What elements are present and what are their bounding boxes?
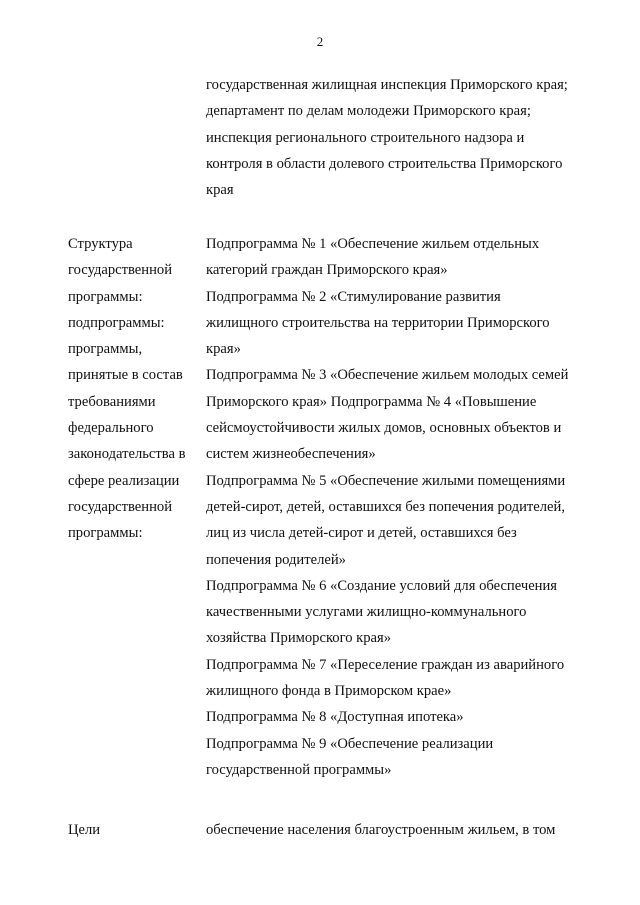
continuation-line: инспекция регионального строительного надзора и xyxy=(206,129,525,146)
structure-label-line: сфере реализации xyxy=(68,472,180,489)
structure-label xyxy=(68,231,185,547)
structure-value-line: качественными услугами жилищно-коммунального xyxy=(206,604,527,621)
continuation-line: контроля в области долевого строительства Приморского xyxy=(206,155,563,172)
structure-value-line: лиц из числа детей-сирот и детей, оставшихся без xyxy=(206,525,517,542)
structure-label-line: программы: xyxy=(68,525,143,542)
structure-label-line: требованиями xyxy=(68,393,156,410)
structure-label-line: программы, xyxy=(68,341,143,358)
structure-label-line: программы: xyxy=(68,288,143,305)
goals-label-line: Цели xyxy=(68,822,101,838)
continuation-line: края xyxy=(206,182,234,199)
structure-label-line: государственной xyxy=(68,498,173,515)
structure-label-line: принятые в состав xyxy=(68,367,183,384)
structure-value-line: Подпрограмма № 3 «Обеспечение жильем молодых семей xyxy=(206,367,569,384)
structure-value-line: Подпрограмма № 9 «Обеспечение реализации xyxy=(206,735,494,752)
structure-value-line: попечения родителей» xyxy=(206,551,346,568)
structure-value-line: Приморского края» Подпрограмма № 4 «Повышение xyxy=(206,393,537,410)
structure-value-line: сейсмоустойчивости жилых домов, основных объектов и xyxy=(206,420,562,437)
structure-label-line: государственной xyxy=(68,262,173,279)
structure-value-line: жилищного строительства на территории Приморского xyxy=(206,314,550,331)
structure-label-line: федерального xyxy=(68,420,154,437)
goals-value-block xyxy=(206,817,555,843)
structure-value-line: Подпрограмма № 2 «Стимулирование развития xyxy=(206,288,501,305)
structure-value-line: категорий граждан Приморского края» xyxy=(206,262,448,279)
structure-value-line: Подпрограмма № 8 «Доступная ипотека» xyxy=(206,709,464,726)
structure-value-line: государственной программы» xyxy=(206,761,392,778)
structure-value-line: систем жизнеобеспечения» xyxy=(206,446,376,463)
structure-value-line: Подпрограмма № 5 «Обеспечение жилыми помещениями xyxy=(206,472,566,489)
structure-value-line: края» xyxy=(206,341,241,358)
structure-value-line: Подпрограмма № 1 «Обеспечение жильем отдельных xyxy=(206,236,540,252)
structure-value-line: Подпрограмма № 6 «Создание условий для обеспечения xyxy=(206,577,557,594)
structure-value-line: хозяйства Приморского края» xyxy=(206,630,392,647)
structure-label-line: подпрограммы: xyxy=(68,314,165,331)
structure-label-line: Структура xyxy=(68,236,133,252)
goals-value-line: обеспечение населения благоустроенным жильем, в том xyxy=(206,822,556,838)
structure-value-line: жилищного фонда в Приморском крае» xyxy=(206,683,452,700)
structure-value-line: Подпрограмма № 7 «Переселение граждан из аварийного xyxy=(206,656,565,673)
structure-label-line: законодательства в xyxy=(68,446,186,463)
page-number: 2 xyxy=(316,34,324,49)
structure-value-line: детей-сирот, детей, оставшихся без попечения родителей, xyxy=(206,498,565,515)
continuation-value-block xyxy=(206,72,568,203)
structure-value-block xyxy=(206,231,568,783)
goals-label xyxy=(68,817,100,843)
continuation-line: департамент по делам молодежи Приморского края; xyxy=(206,103,531,120)
continuation-line: государственная жилищная инспекция Приморского края; xyxy=(206,77,568,93)
